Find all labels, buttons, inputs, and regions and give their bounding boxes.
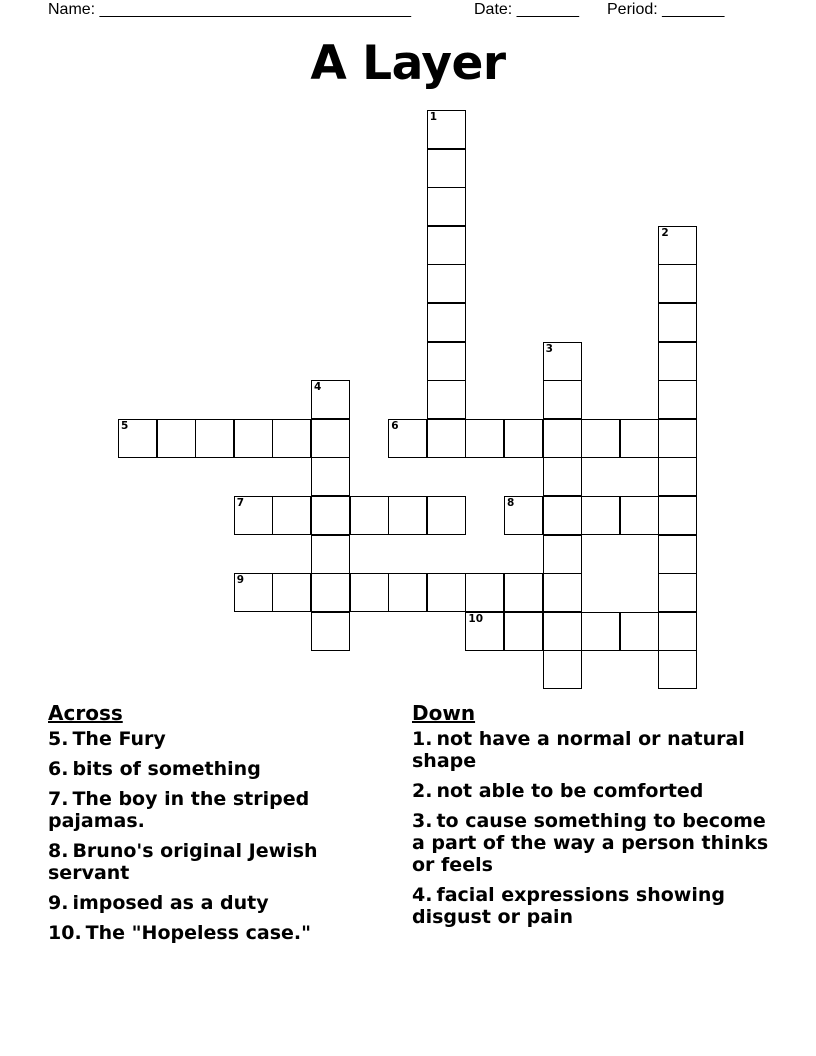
- clue-item-number: 5.: [48, 728, 69, 750]
- grid-cell[interactable]: [427, 380, 466, 419]
- clue-item-text: to cause something to become a part of the way a person thinks or feels: [412, 810, 769, 876]
- grid-cell[interactable]: [543, 419, 582, 458]
- grid-cell[interactable]: [427, 496, 466, 535]
- grid-cell[interactable]: [543, 612, 582, 651]
- down-clues: [412, 700, 772, 936]
- grid-cell[interactable]: [388, 419, 427, 458]
- grid-cell[interactable]: [388, 573, 427, 612]
- grid-cell[interactable]: [311, 612, 350, 651]
- grid-cell[interactable]: [311, 380, 350, 419]
- clue-item: [48, 728, 388, 750]
- clue-number: 3: [545, 342, 553, 355]
- grid-cell[interactable]: [427, 303, 466, 342]
- clue-item-number: 2.: [412, 780, 433, 802]
- grid-cell[interactable]: [311, 457, 350, 496]
- across-clue-list: [48, 728, 388, 944]
- clue-item-text: The boy in the striped pajamas.: [48, 788, 310, 832]
- clue-number: 9: [236, 574, 245, 587]
- grid-cell[interactable]: [311, 573, 350, 612]
- grid-cell[interactable]: [504, 612, 543, 651]
- clue-item: [412, 884, 772, 928]
- grid-cell[interactable]: [543, 342, 582, 381]
- grid-cell[interactable]: [658, 264, 697, 303]
- grid-cell[interactable]: [658, 612, 697, 651]
- clue-item: [48, 922, 388, 944]
- clue-item: [48, 788, 388, 832]
- grid-cell[interactable]: [658, 573, 697, 612]
- grid-cell[interactable]: [350, 573, 389, 612]
- clue-item-text: not able to be comforted: [436, 780, 704, 802]
- grid-cell[interactable]: [388, 496, 427, 535]
- clue-number: 10: [468, 612, 484, 625]
- grid-cell[interactable]: [658, 303, 697, 342]
- clue-item-number: 1.: [412, 728, 433, 750]
- grid-cell[interactable]: [543, 535, 582, 574]
- grid-cell[interactable]: [427, 264, 466, 303]
- across-clues: [48, 700, 388, 952]
- grid-cell[interactable]: [620, 612, 659, 651]
- grid-cell[interactable]: [658, 650, 697, 689]
- clue-item-text: facial expressions showing disgust or pain: [412, 884, 725, 928]
- clue-number: 5: [121, 419, 129, 432]
- grid-cell[interactable]: [658, 535, 697, 574]
- clue-item-text: imposed as a duty: [72, 892, 269, 914]
- grid-cell[interactable]: [658, 496, 697, 535]
- grid-cell[interactable]: [427, 110, 466, 149]
- clue-number: 8: [507, 497, 515, 509]
- grid-cell[interactable]: [157, 419, 196, 458]
- grid-cell[interactable]: [311, 496, 350, 535]
- clue-item-number: 9.: [48, 892, 69, 914]
- clue-item-number: 7.: [48, 788, 69, 810]
- date-field[interactable]: Date: _______: [474, 1, 579, 18]
- grid-cell[interactable]: [195, 419, 234, 458]
- across-heading: Across: [48, 701, 123, 725]
- clue-item-number: 10.: [48, 922, 82, 944]
- grid-cell[interactable]: [581, 612, 620, 651]
- clue-item: [412, 728, 772, 772]
- clue-item: [48, 758, 388, 780]
- clue-item: [412, 780, 772, 802]
- grid-cell[interactable]: [543, 573, 582, 612]
- clue-item-text: not have a normal or natural shape: [412, 728, 745, 772]
- grid-cell[interactable]: [620, 496, 659, 535]
- grid-cell[interactable]: [658, 457, 697, 496]
- clue-item: [48, 892, 388, 914]
- period-field[interactable]: Period: _______: [607, 1, 725, 18]
- clue-item-number: 3.: [412, 810, 433, 832]
- grid-cell[interactable]: [658, 226, 697, 265]
- clue-item: [48, 840, 388, 884]
- clue-number: 6: [391, 419, 399, 432]
- grid-cell[interactable]: [543, 380, 582, 419]
- grid-cell[interactable]: [427, 342, 466, 381]
- grid-cell[interactable]: [234, 419, 273, 458]
- grid-cell[interactable]: [465, 419, 504, 458]
- page-title: A Layer: [310, 36, 506, 91]
- grid-cell[interactable]: [465, 573, 504, 612]
- grid-cell[interactable]: [658, 380, 697, 419]
- grid-cell[interactable]: [427, 187, 466, 226]
- grid-cell[interactable]: [465, 612, 504, 651]
- grid-cell[interactable]: [272, 573, 311, 612]
- clue-item-text: The "Hopeless case.": [85, 922, 312, 944]
- down-heading: Down: [412, 701, 476, 725]
- clue-number: 2: [661, 226, 669, 239]
- grid-cell[interactable]: [350, 496, 389, 535]
- clue-number: 1: [429, 111, 438, 123]
- grid-cell[interactable]: [504, 496, 543, 535]
- grid-cell[interactable]: [504, 419, 543, 458]
- grid-cell[interactable]: [543, 650, 582, 689]
- grid-cell[interactable]: [543, 457, 582, 496]
- grid-cell[interactable]: [272, 496, 311, 535]
- name-field[interactable]: Name: ___________________________________: [48, 1, 412, 18]
- grid-cell[interactable]: [581, 419, 620, 458]
- grid-cell[interactable]: [658, 419, 697, 458]
- grid-cell[interactable]: [427, 149, 466, 188]
- grid-cell[interactable]: [581, 496, 620, 535]
- grid-cell[interactable]: [427, 573, 466, 612]
- grid-cell[interactable]: [543, 496, 582, 535]
- grid-cell[interactable]: [118, 419, 157, 458]
- clue-item: [412, 810, 772, 876]
- clue-item-number: 8.: [48, 840, 69, 862]
- grid-cell[interactable]: [234, 496, 273, 535]
- grid-cell[interactable]: [427, 419, 466, 458]
- grid-cell[interactable]: [234, 573, 273, 612]
- clue-item-text: Bruno's original Jewish servant: [48, 840, 318, 884]
- clue-number: 4: [314, 381, 322, 394]
- grid-cell[interactable]: [427, 226, 466, 265]
- grid-cell[interactable]: [658, 342, 697, 381]
- clue-item-number: 4.: [412, 884, 433, 906]
- clue-number: 7: [236, 497, 245, 509]
- grid-cell[interactable]: [504, 573, 543, 612]
- grid-cell[interactable]: [311, 535, 350, 574]
- clue-item-text: bits of something: [72, 758, 261, 780]
- clue-item-number: 6.: [48, 758, 69, 780]
- down-clue-list: [412, 728, 772, 928]
- grid-cell[interactable]: [311, 419, 350, 458]
- grid-cell[interactable]: [272, 419, 311, 458]
- clue-item-text: The Fury: [72, 728, 166, 750]
- grid-cell[interactable]: [620, 419, 659, 458]
